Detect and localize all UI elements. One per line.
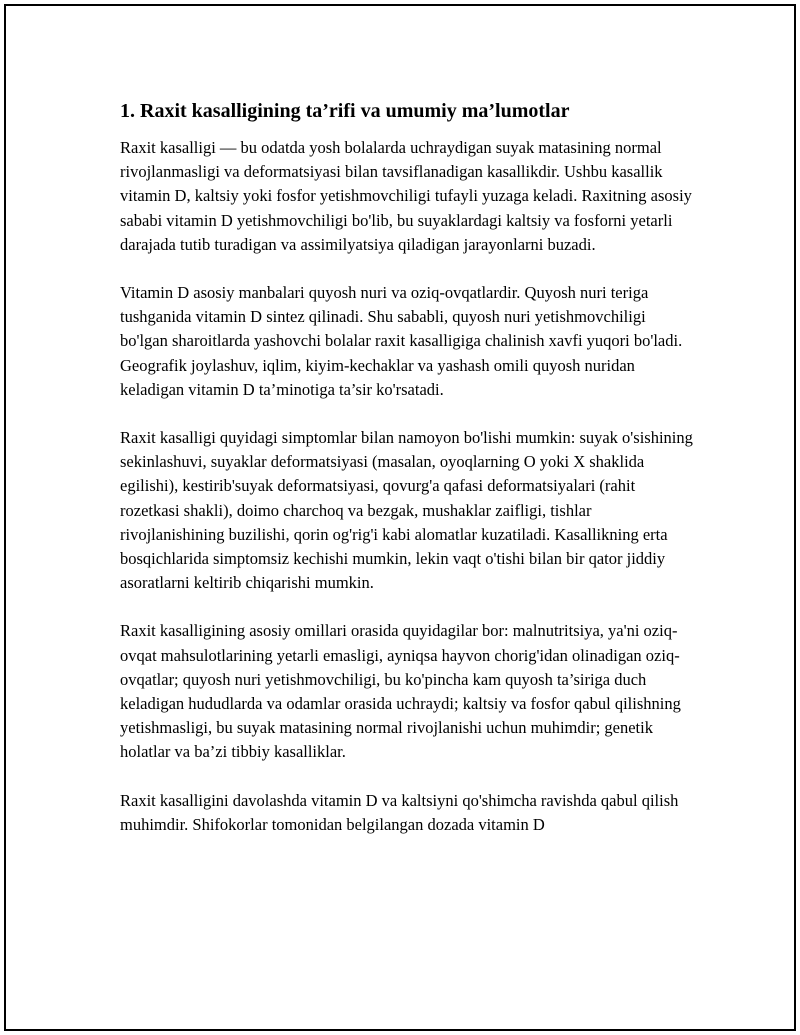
paragraph-risk-factors: Raxit kasalligining asosiy omillari orasida quyidagilar bor: malnutritsiya, ya'ni oziq-ovqat mahsulotlarining yetarli emasligi, ayniqsa hayvon chorig'idan olinadigan oziq-ovqatlar; quyosh nuri yetishmovchiligi, bu ko'pincha kam quyosh ta’siriga duch keladigan hududlarda va odamlar orasida uchraydi; kaltsiy va fosfor qabul qilishning yetishmasligi, bu suyak matasining normal rivojlanishi uchun muhimdir; genetik holatlar va ba’zi tibbiy kasalliklar.: [120, 621, 681, 762]
paragraph-definition: Raxit kasalligi — bu odatda yosh bolalarda uchraydigan suyak matasining normal rivojlanmasligi va deformatsiyasi bilan tavsiflanadigan kasallikdir. Ushbu kasallik vitamin D, kaltsiy yoki fosfor yetishmovchiligi tufayli yuzaga keladi. Raxitning asosiy sababi vitamin D yetishmovchiligi bo'lib, bu suyaklardagi kaltsiy va fosforni yetarli darajada tutib turadigan va assimilyatsiya qiladigan jarayonlarni buzadi.: [120, 138, 692, 254]
section-heading: 1. Raxit kasalligining ta’rifi va umumiy ma’lumotlar: [120, 100, 570, 122]
paragraph-treatment: Raxit kasalligini davolashda vitamin D va kaltsiyni qo'shimcha ravishda qabul qilish muhimdir. Shifokorlar tomonidan belgilangan dozada vitamin D: [120, 790, 679, 834]
paragraph-vitamin-d-sources: Vitamin D asosiy manbalari quyosh nuri va oziq-ovqatlardir. Quyosh nuri teriga tushganida vitamin D sintez qilinadi. Shu sababli, quyosh nuri yetishmovchiligi bo'lgan sharoitlarda yashovchi bolalar raxit kasalligiga chalinish xavfi yuqori bo'ladi. Geografik joylashuv, iqlim, kiyim-kechaklar va yashash omili quyosh nuridan keladigan vitamin D ta’minotiga ta’sir ko'rsatadi.: [120, 283, 683, 399]
document-body: [120, 98, 694, 861]
paragraph-symptoms: Raxit kasalligi quyidagi simptomlar bilan namoyon bo'lishi mumkin: suyak o'sishining sekinlashuvi, suyaklar deformatsiyasi (masalan, oyoqlarning O yoki X shaklida egilishi), kestirib'suyak deformatsiyasi, qovurg'a qafasi deformatsiyalari (rahit rozetkasi shakli), doimo charchoq va bezgak, mushaklar zaifligi, tishlar rivojlanishining buzilishi, qorin og'rig'i kabi alomatlar kuzatiladi. Kasallikning erta bosqichlarida simptomsiz kechishi mumkin, lekin vaqt o'tishi bilan bir qator jiddiy asoratlarni keltirib chiqarishi mumkin.: [120, 428, 693, 593]
page-frame: [4, 4, 796, 1031]
